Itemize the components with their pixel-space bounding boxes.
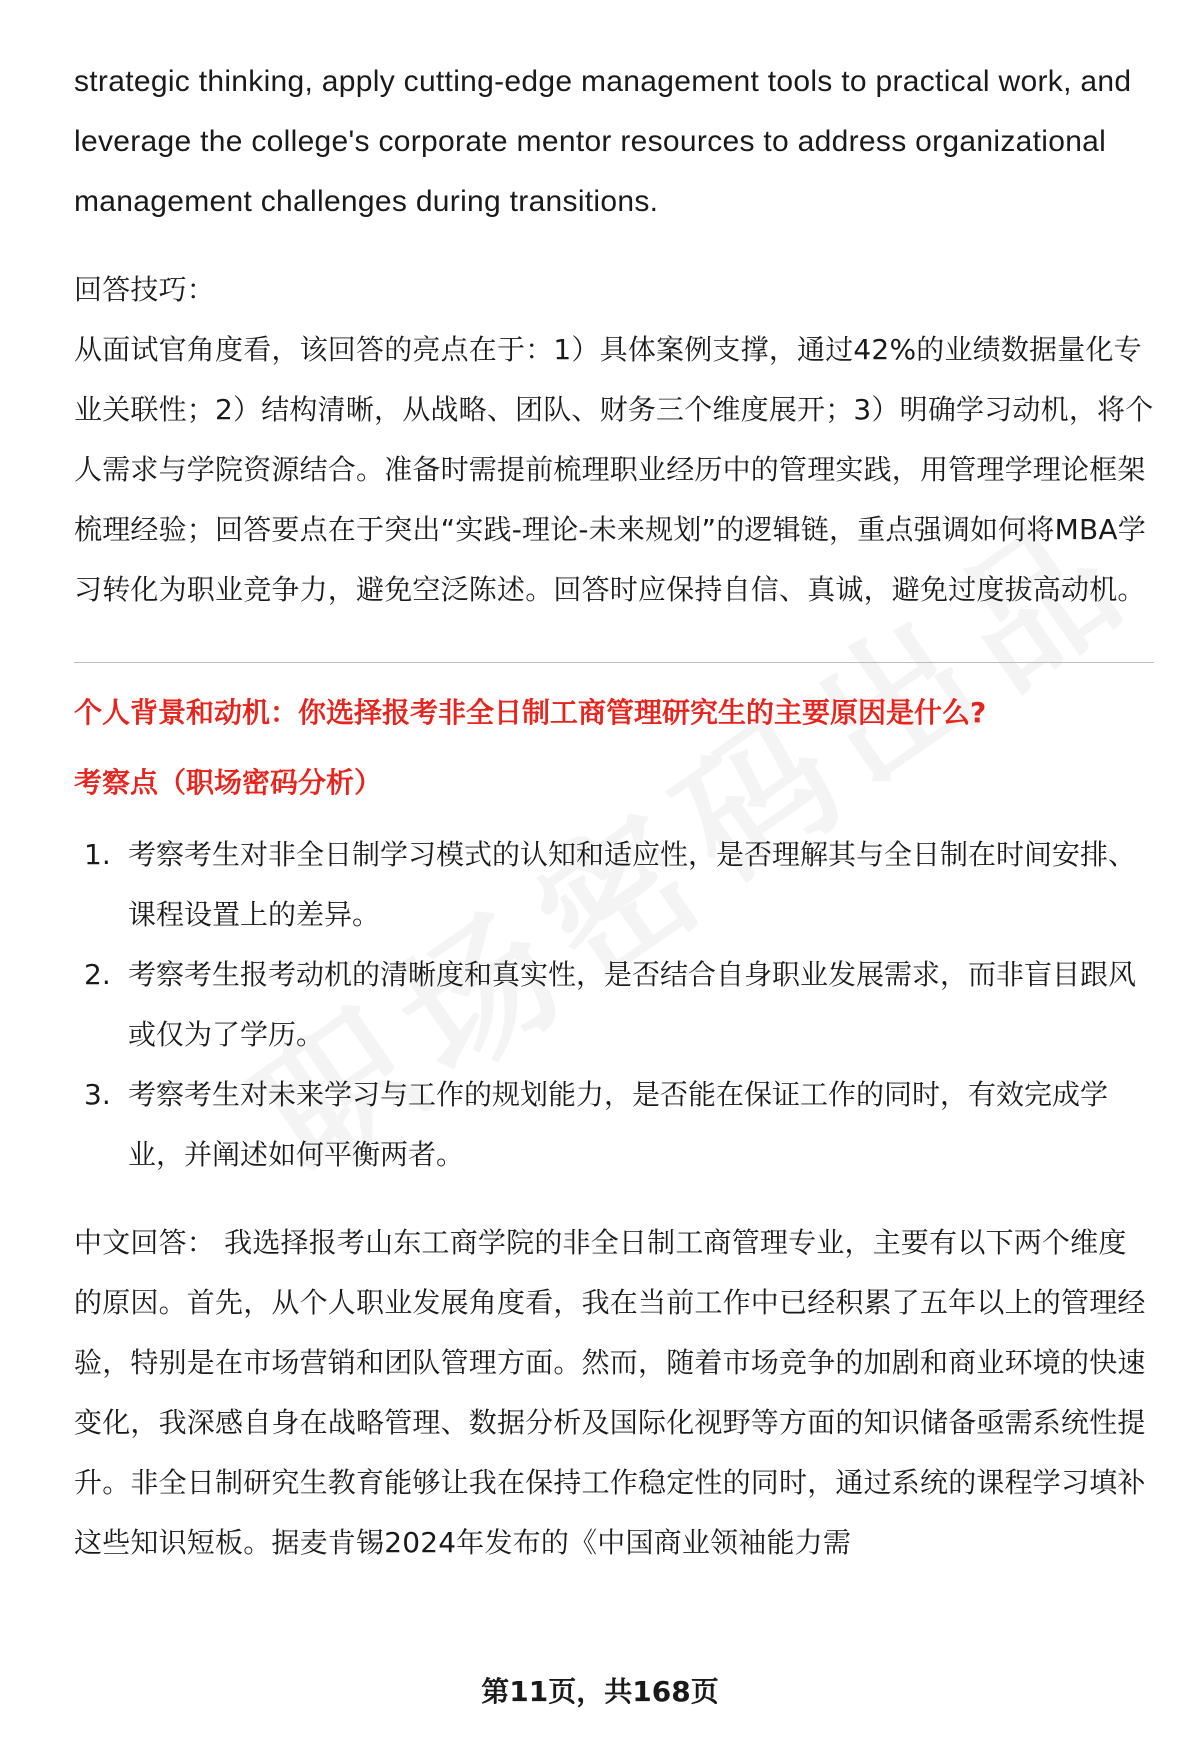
list-item-number: 3. xyxy=(84,1078,111,1111)
document-page xyxy=(74,52,1154,1573)
list-item-text: 考察考生对非全日制学习模式的认知和适应性，是否理解其与全日制在时间安排、课程设置上的差异。 xyxy=(128,838,1137,931)
page-number-footer: 第11页，共168页 xyxy=(481,1675,719,1708)
list-item xyxy=(74,825,1154,945)
list-item-text: 考察考生报考动机的清晰度和真实性，是否结合自身职业发展需求，而非盲目跟风或仅为了学历。 xyxy=(128,958,1137,1051)
assessment-points-list xyxy=(74,825,1154,1185)
list-item-number: 1. xyxy=(84,838,111,871)
tips-label: 回答技巧： xyxy=(74,273,216,306)
list-item xyxy=(74,945,1154,1065)
list-item xyxy=(74,1065,1154,1185)
answer-label: 中文回答： xyxy=(74,1226,216,1259)
question-title: 个人背景和动机：你选择报考非全日制工商管理研究生的主要原因是什么? xyxy=(74,696,987,729)
chinese-answer-paragraph xyxy=(74,1213,1154,1573)
tips-body: 从面试官角度看，该回答的亮点在于：1）具体案例支撑，通过42%的业绩数据量化专业关联性；2）结构清晰，从战略、团队、财务三个维度展开；3）明确学习动机，将个人需求与学院资源结合。准备时需提前梳理职业经历中的管理实践，用管理学理论框架梳理经验；回答要点在于突出“实践-理论-未来规划”的逻辑链，重点强调如何将MBA学习转化为职业竞争力，避免空泛陈述。回答时应保持自信、真诚，避免过度拔高动机。 xyxy=(74,333,1154,606)
list-item-text: 考察考生对未来学习与工作的规划能力，是否能在保证工作的同时，有效完成学业，并阐述如何平衡两者。 xyxy=(128,1078,1109,1171)
intro-english-paragraph: strategic thinking, apply cutting-edge management tools to practical work, and leverage the college's corporate mentor resources to address organizational management challenges during transitions. xyxy=(74,65,1132,218)
answer-body: 我选择报考山东工商学院的非全日制工商管理专业，主要有以下两个维度的原因。首先，从个人职业发展角度看，我在当前工作中已经积累了五年以上的管理经验，特别是在市场营销和团队管理方面。然而，随着市场竞争的加剧和商业环境的快速变化，我深感自身在战略管理、数据分析及国际化视野等方面的知识储备亟需系统性提升。非全日制研究生教育能够让我在保持工作稳定性的同时，通过系统的课程学习填补这些知识短板。据麦肯锡2024年发布的《中国商业领袖能力需 xyxy=(74,1226,1146,1559)
points-heading: 考察点（职场密码分析） xyxy=(74,766,383,799)
list-item-number: 2. xyxy=(84,958,111,991)
section-divider xyxy=(74,662,1154,663)
